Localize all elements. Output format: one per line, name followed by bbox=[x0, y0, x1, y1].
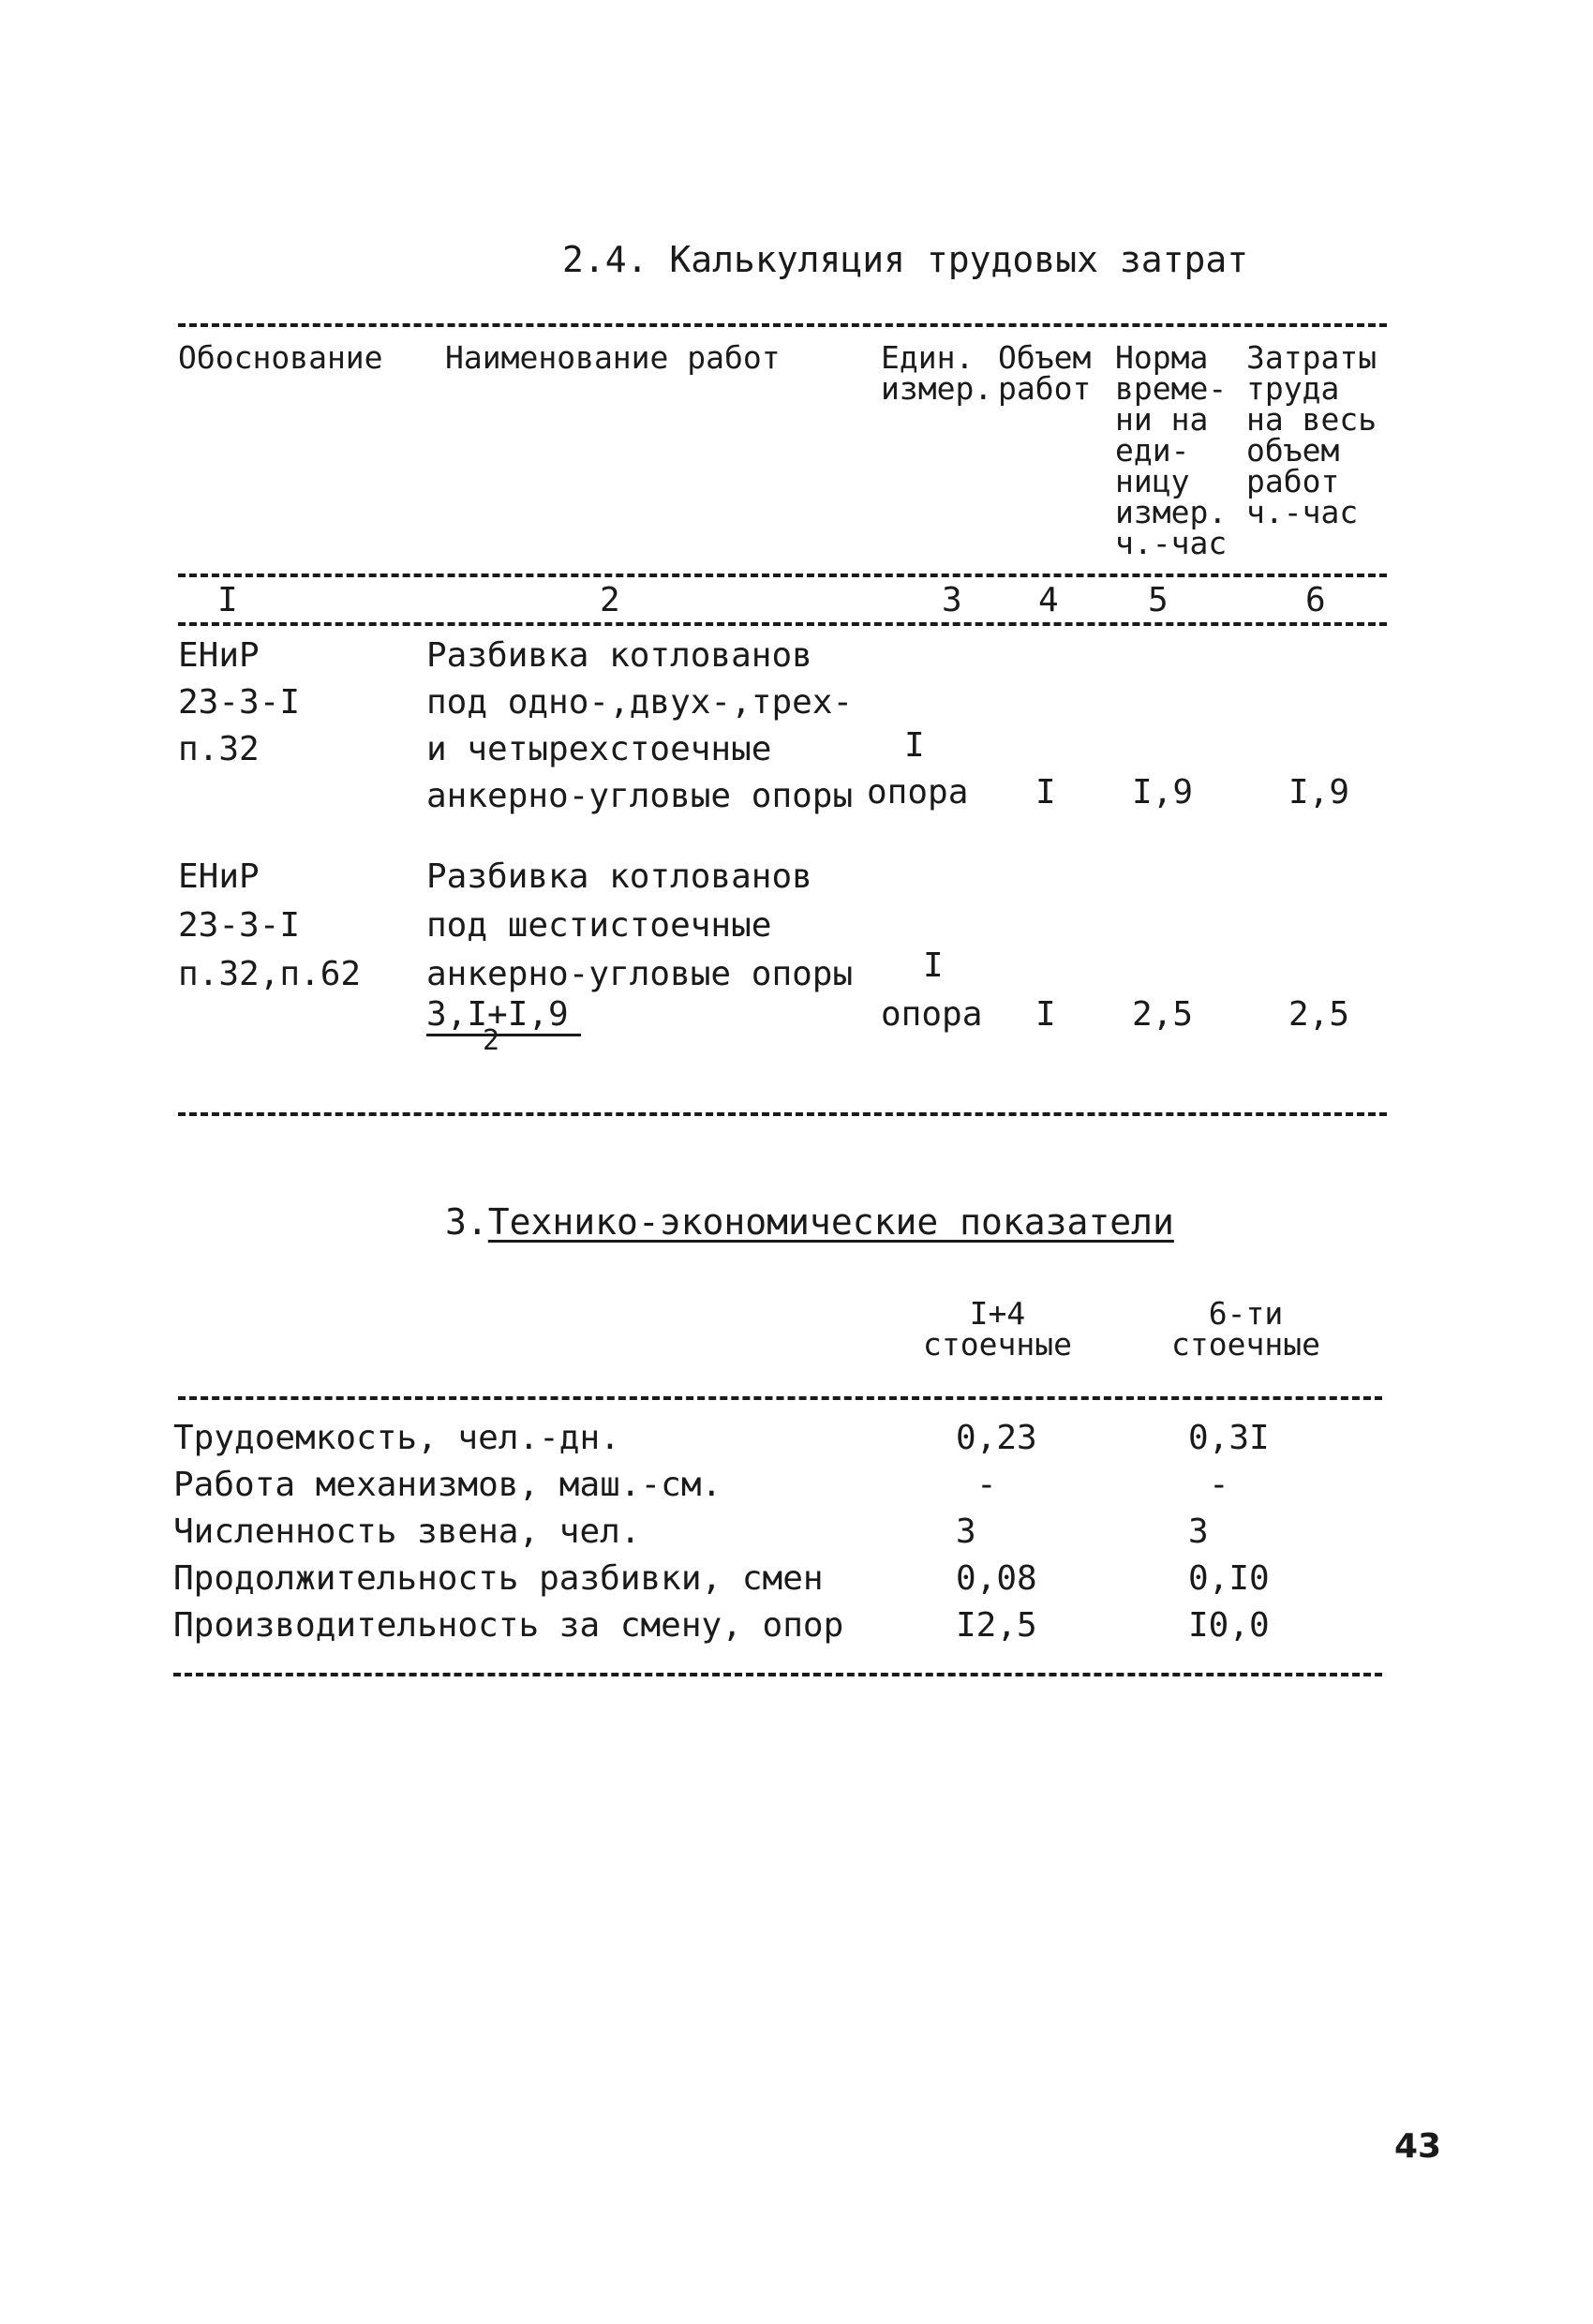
work-name-line: анкерно-угловые опоры bbox=[426, 955, 854, 993]
section3-col-header-1 bbox=[923, 1295, 1072, 1363]
work-name-line: и четырехстоечные bbox=[426, 730, 772, 768]
indicator-label: Продолжительность разбивки, смен bbox=[173, 1559, 824, 1598]
header-volume-line: Объем bbox=[998, 339, 1092, 376]
section-title: 2.4. Калькуляция трудовых затрат bbox=[562, 239, 1249, 280]
indicator-value: 0,I0 bbox=[1188, 1559, 1270, 1598]
column-numbers-rule bbox=[178, 622, 1387, 626]
table-row-2-norm: 2,5 bbox=[1132, 995, 1194, 1034]
basis-line: п.32 bbox=[178, 730, 260, 768]
table-row-1-unit: опора bbox=[867, 773, 969, 812]
work-name-line: Разбивка котлованов bbox=[426, 857, 812, 896]
indicator-value: I0,0 bbox=[1188, 1606, 1270, 1645]
section3-bottom-rule bbox=[173, 1673, 1382, 1676]
header-labor-cost-line: труда bbox=[1246, 370, 1340, 407]
table-row-2-unit-qty: I bbox=[923, 946, 944, 985]
work-name-line: Разбивка котлованов bbox=[426, 636, 812, 675]
table-row-2-work-name bbox=[426, 853, 853, 999]
table-top-rule bbox=[178, 323, 1387, 327]
table-row-1-work-name bbox=[426, 633, 853, 820]
section3-number: 3. bbox=[445, 1201, 488, 1243]
table-row-1-labor-cost: I,9 bbox=[1288, 773, 1350, 812]
indicator-value: - bbox=[976, 1466, 997, 1504]
formula-denominator: 2 bbox=[483, 1024, 500, 1057]
header-norm-line: ницу bbox=[1115, 463, 1190, 499]
header-unit-line: измер. bbox=[881, 370, 993, 407]
header-labor-cost-line: на весь bbox=[1246, 401, 1377, 438]
section3-title bbox=[445, 1201, 1174, 1243]
indicator-label: Работа механизмов, маш.-см. bbox=[173, 1466, 722, 1504]
column-number: 2 bbox=[600, 581, 620, 619]
table-row-2-unit: опора bbox=[881, 995, 983, 1034]
basis-line: ЕНиР bbox=[178, 857, 260, 896]
header-norm-line: измер. bbox=[1115, 494, 1228, 530]
section3-values-col2 bbox=[1188, 1415, 1270, 1649]
header-norm-line: ни на bbox=[1115, 401, 1209, 438]
header-norm bbox=[1115, 339, 1228, 561]
indicator-value: 3 bbox=[1188, 1512, 1209, 1551]
col-header-line: I+4 bbox=[969, 1295, 1026, 1332]
column-number: 5 bbox=[1148, 581, 1169, 619]
column-number: I bbox=[217, 581, 238, 619]
header-unit bbox=[881, 339, 993, 407]
work-name-line: под шестистоечные bbox=[426, 906, 772, 945]
header-work-name: Наименование работ bbox=[445, 339, 781, 376]
header-labor-cost-line: Затраты bbox=[1246, 339, 1377, 376]
header-norm-line: ч.-час bbox=[1115, 525, 1228, 561]
table-bottom-rule bbox=[178, 1112, 1387, 1116]
basis-line: 23-3-I bbox=[178, 906, 301, 945]
header-norm-line: еди- bbox=[1115, 432, 1190, 469]
indicator-value: - bbox=[1209, 1466, 1229, 1504]
indicator-value: 0,3I bbox=[1188, 1419, 1270, 1457]
header-bottom-rule bbox=[178, 574, 1387, 577]
header-norm-line: време- bbox=[1115, 370, 1228, 407]
work-name-line: анкерно-угловые опоры bbox=[426, 777, 854, 815]
section3-header-rule bbox=[178, 1396, 1382, 1400]
page-number: 43 bbox=[1394, 2127, 1442, 2166]
table-row-2-basis bbox=[178, 853, 361, 999]
header-volume-line: работ bbox=[998, 370, 1092, 407]
table-row-1-norm: I,9 bbox=[1132, 773, 1194, 812]
header-norm-line: Норма bbox=[1115, 339, 1209, 376]
header-basis: Обоснование bbox=[178, 339, 383, 376]
indicator-value: I2,5 bbox=[956, 1606, 1037, 1645]
section3-title-text: Технико-экономические показатели bbox=[487, 1201, 1174, 1243]
section3-labels bbox=[173, 1415, 843, 1649]
formula-numerator: 3,I+I,9 bbox=[426, 995, 569, 1034]
col-header-line: стоечные bbox=[923, 1326, 1072, 1363]
table-row-1-unit-qty: I bbox=[904, 726, 925, 765]
header-unit-line: Един. bbox=[881, 339, 975, 376]
table-row-1-volume: I bbox=[1035, 773, 1056, 812]
indicator-label: Численность звена, чел. bbox=[173, 1512, 641, 1551]
section3-col-header-2 bbox=[1171, 1295, 1320, 1363]
indicator-label: Производительность за смену, опор bbox=[173, 1606, 844, 1645]
indicator-label: Трудоемкость, чел.-дн. bbox=[173, 1419, 620, 1457]
table-row-1-basis bbox=[178, 633, 300, 773]
column-number: 6 bbox=[1305, 581, 1326, 619]
basis-line: ЕНиР bbox=[178, 636, 260, 675]
indicator-value: 3 bbox=[956, 1512, 976, 1551]
indicator-value: 0,08 bbox=[956, 1559, 1037, 1598]
table-row-2-labor-cost: 2,5 bbox=[1288, 995, 1350, 1034]
col-header-line: 6-ти bbox=[1208, 1295, 1284, 1332]
indicator-value: 0,23 bbox=[956, 1419, 1037, 1457]
col-header-line: стоечные bbox=[1171, 1326, 1320, 1363]
section3-values-col1 bbox=[956, 1415, 1037, 1649]
header-labor-cost-line: объем bbox=[1246, 432, 1340, 469]
header-volume bbox=[998, 339, 1092, 407]
basis-line: 23-3-I bbox=[178, 683, 301, 722]
table-row-2-volume: I bbox=[1035, 995, 1056, 1034]
header-labor-cost-line: ч.-час bbox=[1246, 494, 1359, 530]
header-labor-cost bbox=[1246, 339, 1377, 530]
formula-fraction-line bbox=[426, 1034, 581, 1036]
column-number: 3 bbox=[942, 581, 962, 619]
header-labor-cost-line: работ bbox=[1246, 463, 1340, 499]
basis-line: п.32,п.62 bbox=[178, 955, 362, 993]
column-number: 4 bbox=[1038, 581, 1059, 619]
work-name-line: под одно-,двух-,трех- bbox=[426, 683, 854, 722]
